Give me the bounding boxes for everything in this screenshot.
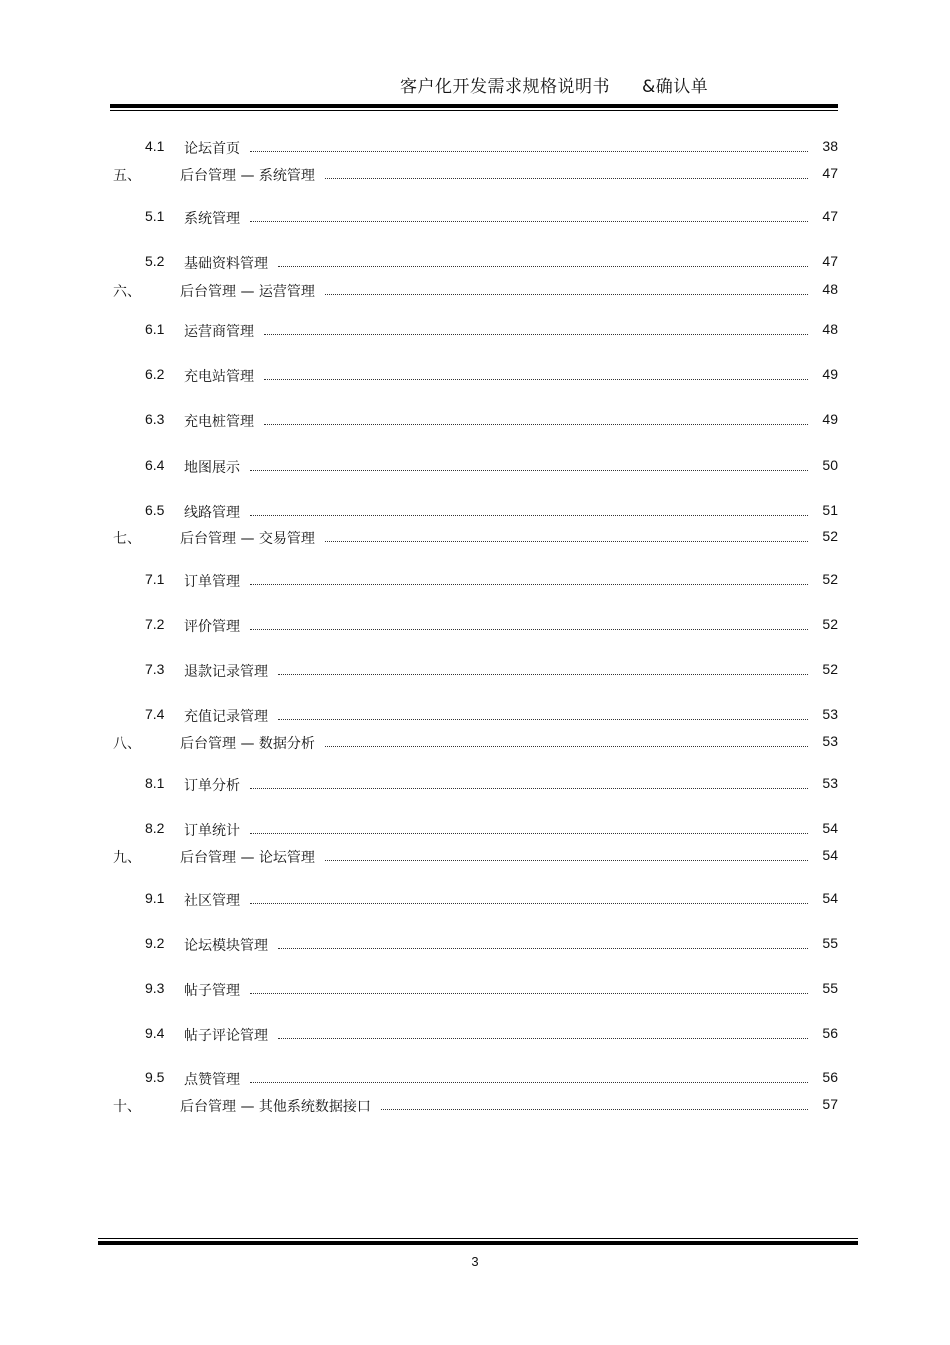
- toc-entry-title: 点赞管理: [184, 1072, 240, 1088]
- toc-entry-page-number: 52: [822, 528, 838, 544]
- toc-entry-number: 7.3: [145, 661, 165, 677]
- toc-entry-page-number: 53: [822, 775, 838, 791]
- toc-entry-number: 五、: [113, 168, 141, 184]
- toc-entry[interactable]: [0, 820, 950, 842]
- toc-entry-number: 9.5: [145, 1069, 165, 1085]
- toc-entry-page-number: 50: [822, 457, 838, 473]
- toc-entry-title: 运营商管理: [184, 324, 254, 340]
- toc-entry-page-number: 56: [822, 1025, 838, 1041]
- toc-entry-page-number: 53: [822, 706, 838, 722]
- toc-entry[interactable]: [0, 1096, 950, 1118]
- toc-entry[interactable]: [0, 165, 950, 187]
- toc-entry[interactable]: [0, 980, 950, 1002]
- toc-entry-number: 8.2: [145, 820, 165, 836]
- toc-dot-leader: [325, 860, 808, 861]
- toc-entry-number: 6.4: [145, 457, 165, 473]
- toc-dot-leader: [325, 178, 808, 179]
- toc-entry-number: 6.2: [145, 366, 165, 382]
- toc-dot-leader: [264, 424, 808, 425]
- toc-entry-page-number: 47: [822, 208, 838, 224]
- toc-dot-leader: [250, 151, 808, 152]
- toc-entry-title: 评价管理: [184, 619, 240, 635]
- footer-rule-thin: [98, 1238, 858, 1239]
- toc-entry-number: 6.3: [145, 411, 165, 427]
- toc-entry-number: 6.5: [145, 502, 165, 518]
- toc-entry[interactable]: [0, 138, 950, 160]
- toc-dot-leader: [278, 1038, 808, 1039]
- toc-dot-leader: [250, 1082, 808, 1083]
- toc-dot-leader: [250, 515, 808, 516]
- toc-entry-title: 充电桩管理: [184, 414, 254, 430]
- toc-entry[interactable]: [0, 502, 950, 524]
- toc-entry-page-number: 54: [822, 890, 838, 906]
- toc-entry-title: 充值记录管理: [184, 709, 268, 725]
- toc-dot-leader: [250, 903, 808, 904]
- toc-dot-leader: [250, 470, 808, 471]
- toc-dot-leader: [278, 266, 808, 267]
- toc-entry[interactable]: [0, 366, 950, 388]
- toc-entry-page-number: 47: [822, 165, 838, 181]
- toc-dot-leader: [381, 1109, 808, 1110]
- toc-entry-number: 7.1: [145, 571, 165, 587]
- toc-entry[interactable]: [0, 706, 950, 728]
- toc-entry-title: 帖子评论管理: [184, 1028, 268, 1044]
- toc-entry-page-number: 48: [822, 321, 838, 337]
- toc-dot-leader: [250, 584, 808, 585]
- toc-entry-number: 9.3: [145, 980, 165, 996]
- toc-entry-page-number: 52: [822, 616, 838, 632]
- toc-entry-title: 论坛模块管理: [184, 938, 268, 954]
- toc-dot-leader: [325, 746, 808, 747]
- toc-entry-title: 后台管理 — 交易管理: [180, 531, 315, 547]
- toc-entry-title: 订单分析: [184, 778, 240, 794]
- toc-entry-number: 7.2: [145, 616, 165, 632]
- toc-entry-number: 7.4: [145, 706, 165, 722]
- toc-entry-number: 8.1: [145, 775, 165, 791]
- toc-entry-title: 后台管理 — 系统管理: [180, 168, 315, 184]
- toc-entry[interactable]: [0, 661, 950, 683]
- toc-dot-leader: [264, 379, 808, 380]
- toc-entry-title: 充电站管理: [184, 369, 254, 385]
- toc-dot-leader: [264, 334, 808, 335]
- toc-entry[interactable]: [0, 733, 950, 755]
- toc-entry-page-number: 54: [822, 820, 838, 836]
- toc-dot-leader: [250, 833, 808, 834]
- toc-entry-page-number: 47: [822, 253, 838, 269]
- toc-entry-title: 订单统计: [184, 823, 240, 839]
- toc-entry[interactable]: [0, 616, 950, 638]
- toc-entry-page-number: 56: [822, 1069, 838, 1085]
- toc-entry-number: 十、: [113, 1099, 141, 1115]
- toc-entry-title: 后台管理 — 运营管理: [180, 284, 315, 300]
- toc-entry-number: 5.1: [145, 208, 165, 224]
- toc-entry-page-number: 57: [822, 1096, 838, 1112]
- toc-dot-leader: [278, 719, 808, 720]
- toc-entry[interactable]: [0, 935, 950, 957]
- toc-entry-title: 后台管理 — 其他系统数据接口: [180, 1099, 371, 1115]
- toc-entry-number: 9.4: [145, 1025, 165, 1041]
- toc-dot-leader: [278, 948, 808, 949]
- toc-entry[interactable]: [0, 890, 950, 912]
- toc-entry-page-number: 48: [822, 281, 838, 297]
- toc-entry-page-number: 53: [822, 733, 838, 749]
- toc-entry-number: 9.2: [145, 935, 165, 951]
- toc-entry-number: 七、: [113, 531, 141, 547]
- toc-entry-title: 后台管理 — 论坛管理: [180, 850, 315, 866]
- toc-entry[interactable]: [0, 571, 950, 593]
- page-number: 3: [471, 1254, 479, 1269]
- toc-entry-page-number: 49: [822, 366, 838, 382]
- toc-entry-page-number: 52: [822, 571, 838, 587]
- toc-entry-title: 退款记录管理: [184, 664, 268, 680]
- toc-dot-leader: [325, 541, 808, 542]
- toc-entry-number: 9.1: [145, 890, 165, 906]
- toc-entry[interactable]: [0, 457, 950, 479]
- toc-dot-leader: [325, 294, 808, 295]
- toc-entry[interactable]: [0, 208, 950, 230]
- toc-entry-page-number: 55: [822, 935, 838, 951]
- toc-entry-number: 5.2: [145, 253, 165, 269]
- toc-entry[interactable]: [0, 1025, 950, 1047]
- toc-entry[interactable]: [0, 775, 950, 797]
- toc-entry[interactable]: [0, 411, 950, 433]
- toc-dot-leader: [250, 629, 808, 630]
- toc-entry-number: 4.1: [145, 138, 165, 154]
- toc-entry[interactable]: [0, 847, 950, 869]
- toc-entry-number: 6.1: [145, 321, 165, 337]
- toc-entry-title: 线路管理: [184, 505, 240, 521]
- toc-entry[interactable]: [0, 321, 950, 343]
- toc-entry-page-number: 49: [822, 411, 838, 427]
- footer-rule-thick: [98, 1241, 858, 1245]
- toc-entry-title: 后台管理 — 数据分析: [180, 736, 315, 752]
- toc-entry-page-number: 52: [822, 661, 838, 677]
- toc-entry-title: 地图展示: [184, 460, 240, 476]
- header-title-text: 客户化开发需求规格说明书: [400, 77, 610, 97]
- toc-dot-leader: [250, 993, 808, 994]
- header-title-suffix: &确认单: [642, 77, 709, 97]
- toc-dot-leader: [278, 674, 808, 675]
- toc-entry-page-number: 51: [822, 502, 838, 518]
- toc-entry-title: 系统管理: [184, 211, 240, 227]
- toc-entry-title: 基础资料管理: [184, 256, 268, 272]
- toc-entry-page-number: 55: [822, 980, 838, 996]
- toc-entry-title: 社区管理: [184, 893, 240, 909]
- toc-entry-title: 论坛首页: [184, 141, 240, 157]
- toc-entry[interactable]: [0, 1069, 950, 1091]
- toc-dot-leader: [250, 788, 808, 789]
- toc-entry-page-number: 38: [822, 138, 838, 154]
- toc-entry-title: 订单管理: [184, 574, 240, 590]
- toc-dot-leader: [250, 221, 808, 222]
- toc-entry-number: 九、: [113, 850, 141, 866]
- toc-entry[interactable]: [0, 528, 950, 550]
- toc-entry-title: 帖子管理: [184, 983, 240, 999]
- toc-entry-page-number: 54: [822, 847, 838, 863]
- toc-entry[interactable]: [0, 253, 950, 275]
- toc-entry-number: 八、: [113, 736, 141, 752]
- toc-entry-number: 六、: [113, 284, 141, 300]
- toc-entry[interactable]: [0, 281, 950, 303]
